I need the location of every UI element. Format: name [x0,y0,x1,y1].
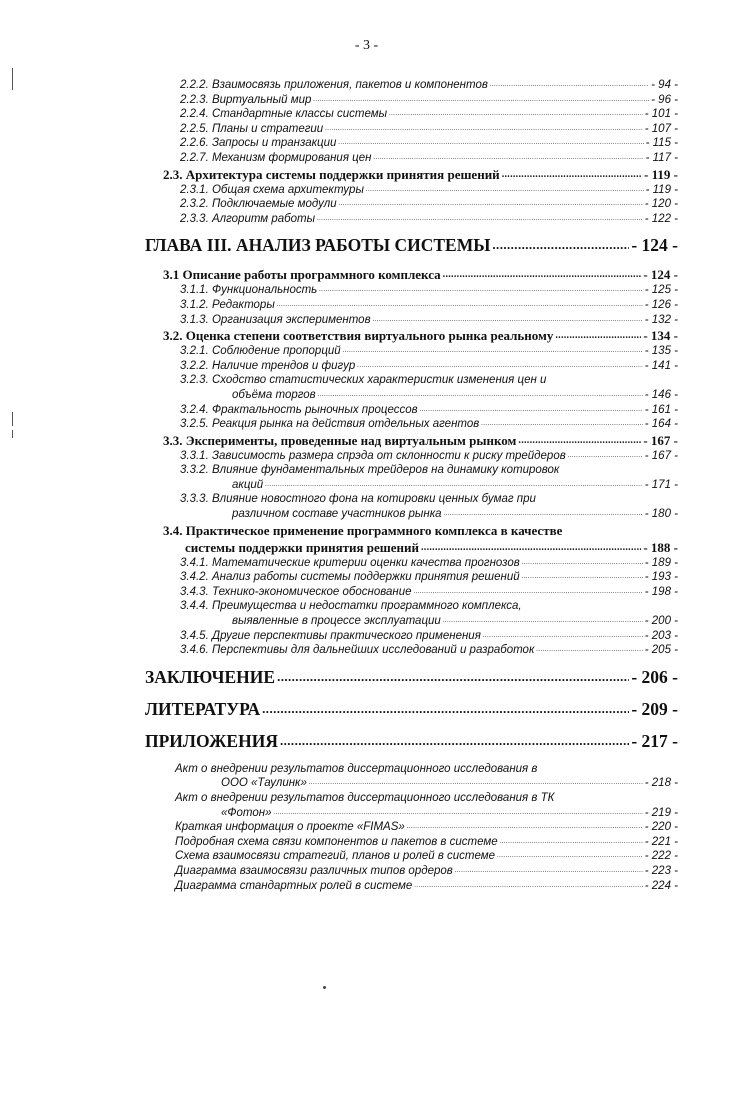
toc-entry-app [145,879,678,894]
toc-entry-page: - 222 - [644,850,678,863]
table-of-contents [145,78,678,893]
toc-entry-label: ЛИТЕРАТУРА [145,698,261,719]
toc-entry-page: - 218 - [644,777,678,790]
toc-entry-page: - 124 - [643,267,678,283]
toc-entry-page: - 205 - [644,644,678,657]
toc-entry-sub [145,197,678,212]
toc-entry-label: 3.1 Описание работы программного комплекса [163,267,441,283]
toc-entry-page: - 125 - [644,284,678,297]
toc-entry-label-continued: выявленные в процессе эксплуатации [232,615,441,628]
toc-entry-page: - 119 - [644,166,678,182]
toc-entry-page: - 217 - [631,730,678,751]
toc-entry-chap [145,698,678,720]
toc-entry-sec [145,432,678,449]
toc-entry-label: Подробная схема связи компонентов и пакетов в системе [175,835,498,848]
toc-entry-label-continued: «Фотон» [221,806,272,819]
toc-entry-sub [145,183,678,198]
toc-entry-page: - 219 - [644,806,678,819]
dot-leader [338,136,643,151]
toc-entry-multiline [145,599,678,628]
dot-leader [373,313,643,328]
dot-leader [373,151,643,166]
scan-mark [12,430,13,438]
toc-entry-sub [145,78,678,93]
toc-entry-page: - 107 - [644,122,678,135]
toc-entry-label: 3.4.4. Преимущества и недостатки программного комплекса, [180,600,522,613]
toc-entry-label: 3.1.1. Функциональность [180,284,318,297]
toc-entry-sub [145,344,678,359]
toc-entry-sub [145,403,678,418]
toc-entry-page: - 188 - [643,539,678,555]
toc-entry-sub [145,585,678,600]
toc-entry-label: Акт о внедрении результатов диссертационного исследования в ТК [175,792,555,804]
toc-entry-sub [145,556,678,571]
dot-leader [339,197,643,212]
toc-entry-page: - 161 - [644,403,678,416]
toc-entry-page: - 141 - [644,359,678,372]
toc-entry-sub [145,449,678,464]
toc-entry-chap [145,666,678,688]
dot-leader [497,849,643,864]
toc-entry-page: - 167 - [644,449,678,462]
dot-leader [568,449,643,464]
toc-entry-label: 3.2. Оценка степени соответствия виртуального рынка реальному [163,328,554,344]
dot-leader [366,183,644,198]
toc-entry-page: - 135 - [644,345,678,358]
toc-entry-label: 2.2.7. Механизм формирования цен [180,151,372,164]
toc-entry-label: 2.2.6. Запросы и транзакции [180,137,337,150]
dot-leader [522,570,643,585]
dot-leader [313,93,649,108]
toc-entry-app [145,864,678,879]
dot-leader [455,864,643,879]
toc-entry-label: 3.4.2. Анализ работы системы поддержки принятия решений [180,571,520,584]
dot-leader [343,344,643,359]
toc-entry-label-continued: акций [232,478,264,491]
toc-entry-app [145,820,678,835]
toc-entry-label: 2.2.5. Планы и стратегии [180,122,324,135]
dot-leader [274,806,643,821]
toc-entry-label: 3.1.2. Редакторы [180,298,275,311]
dot-leader [318,388,643,403]
toc-entry-sub [145,298,678,313]
dot-leader [443,266,642,283]
scan-dot [323,986,326,989]
toc-entry-sub [145,93,678,108]
dot-leader [483,629,643,644]
toc-entry-page: - 164 - [644,418,678,431]
dot-leader [280,730,629,752]
toc-entry-label: Краткая информация о проекте «FIMAS» [175,821,405,834]
toc-entry-sec [145,266,678,283]
toc-entry-page: - 120 - [644,198,678,211]
dot-leader [500,835,643,850]
dot-leader [414,879,642,894]
toc-entry-label: Диаграмма взаимосвязи различных типов ордеров [175,864,453,877]
toc-entry-sec [145,327,678,344]
dot-leader [319,283,643,298]
dot-leader [277,298,643,313]
toc-entry-label: 3.3.2. Влияние фундаментальных трейдеров на динамику котировок [180,464,560,477]
toc-entry-label: 3.2.2. Наличие трендов и фигур [180,359,356,372]
toc-entry-label: 3.4. Практическое применение программного комплекса в качестве [163,522,563,538]
dot-leader [555,327,641,344]
toc-entry-label-continued: объёма торгов [232,388,316,401]
toc-entry-label: 3.4.6. Перспективы для дальнейших исследований и разработок [180,644,535,657]
toc-entry-sub [145,359,678,374]
toc-entry-sub [145,417,678,432]
dot-leader [518,432,641,449]
toc-entry-label-continued: системы поддержки принятия решений [185,539,419,555]
toc-entry-page: - 220 - [644,821,678,834]
toc-entry-sub [145,643,678,658]
toc-entry-label: 2.3. Архитектура системы поддержки принятия решений [163,166,500,182]
toc-entry-page: - 96 - [651,93,678,106]
dot-leader [357,359,642,374]
dot-leader [325,122,643,137]
toc-entry-page: - 203 - [644,629,678,642]
dot-leader [414,585,643,600]
toc-entry-label: 3.4.1. Математические критерии оценки качества прогнозов [180,556,520,569]
toc-entry-page: - 223 - [644,864,678,877]
toc-entry-page: - 198 - [644,585,678,598]
toc-entry-multiline [145,492,678,521]
toc-entry-multiline [145,522,678,556]
toc-entry-label: ЗАКЛЮЧЕНИЕ [145,666,276,687]
toc-entry-label: 3.2.5. Реакция рынка на действия отдельных агентов [180,418,480,431]
toc-entry-sub [145,136,678,151]
toc-entry-app [145,835,678,850]
scan-mark [12,412,13,426]
toc-entry-page: - 119 - [645,183,678,196]
toc-entry-multiline [145,373,678,402]
toc-entry-label: 3.3.1. Зависимость размера спрэда от склонности к риску трейдеров [180,449,566,462]
dot-leader [492,234,629,256]
dot-leader [420,403,643,418]
toc-entry-page: - 122 - [644,212,678,225]
toc-entry-page: - 221 - [644,835,678,848]
toc-entry-label-continued: различном составе участников рынка [232,508,442,521]
toc-entry-sub [145,107,678,122]
toc-entry-page: - 209 - [631,698,678,719]
toc-entry-label: 3.3.3. Влияние новостного фона на котировки ценных бумаг при [180,493,536,506]
toc-entry-label: 3.2.4. Фрактальность рыночных процессов [180,403,418,416]
toc-entry-chap [145,730,678,752]
dot-leader [444,507,643,522]
toc-entry-sub [145,283,678,298]
dot-leader [407,820,643,835]
toc-entry-label: 2.3.1. Общая схема архитектуры [180,183,364,196]
toc-entry-multiline [145,762,678,791]
toc-entry-sub [145,122,678,137]
toc-entry-label: 3.4.5. Другие перспективы практического применения [180,629,481,642]
toc-entry-page: - 206 - [631,666,678,687]
toc-entry-page: - 146 - [644,388,678,401]
toc-entry-sub [145,629,678,644]
dot-leader [389,107,643,122]
toc-entry-sec [145,166,678,183]
toc-entry-sub [145,570,678,585]
toc-entry-page: - 224 - [644,879,678,892]
dot-leader [277,666,629,688]
toc-entry-page: - 189 - [644,556,678,569]
toc-entry-page: - 117 - [645,151,678,164]
toc-entry-label: Диаграмма стандартных ролей в системе [175,879,413,892]
toc-entry-label: 2.2.3. Виртуальный мир [180,93,312,106]
toc-entry-label: Схема взаимосвязи стратегий, планов и ролей в системе [175,850,496,863]
toc-entry-page: - 115 - [645,137,678,150]
toc-entry-label: ГЛАВА III. АНАЛИЗ РАБОТЫ СИСТЕМЫ [145,235,491,256]
scan-mark [12,68,13,90]
toc-entry-label: ПРИЛОЖЕНИЯ [145,730,278,751]
toc-entry-page: - 180 - [644,508,678,521]
toc-entry-label: 3.1.3. Организация экспериментов [180,313,371,326]
toc-entry-label: 3.2.3. Сходство статистических характеристик изменения цен и [180,374,547,387]
dot-leader [502,166,642,183]
toc-entry-label: 2.2.4. Стандартные классы системы [180,108,388,121]
toc-entry-label: 3.4.3. Технико-экономическое обоснование [180,585,412,598]
dot-leader [490,78,649,93]
toc-entry-sub [145,313,678,328]
dot-leader [317,212,643,227]
toc-entry-label-continued: ООО «Таулинк» [221,777,307,790]
toc-entry-page: - 171 - [644,478,678,491]
dot-leader [443,614,643,629]
toc-entry-page: - 94 - [651,79,678,91]
dot-leader [309,776,643,791]
dot-leader [522,556,643,571]
toc-entry-page: - 200 - [644,615,678,628]
dot-leader [421,539,641,556]
dot-leader [536,643,642,658]
toc-entry-app [145,849,678,864]
toc-entry-page: - 126 - [644,298,678,311]
toc-entry-chap [145,234,678,256]
toc-entry-label: 2.3.3. Алгоритм работы [180,212,316,225]
toc-entry-sub [145,212,678,227]
toc-entry-page: - 101 - [644,108,678,121]
toc-entry-label: 3.3. Эксперименты, проведенные над виртуальным рынком [163,432,517,448]
toc-entry-label: Акт о внедрении результатов диссертационного исследования в [175,762,538,775]
toc-entry-label: 3.2.1. Соблюдение пропорций [180,345,341,358]
toc-entry-page: - 167 - [643,432,678,448]
toc-entry-page: - 132 - [644,313,678,326]
page-number: - 3 - [354,38,379,53]
toc-entry-label: 2.2.2. Взаимосвязь приложения, пакетов и компонентов [180,79,488,91]
dot-leader [481,417,643,432]
toc-entry-page: - 134 - [643,328,678,344]
toc-entry-label: 2.3.2. Подключаемые модули [180,198,337,211]
dot-leader [262,698,629,720]
toc-entry-sub [145,151,678,166]
toc-entry-page: - 124 - [631,235,678,256]
toc-entry-multiline [145,463,678,492]
toc-entry-page: - 193 - [644,571,678,584]
toc-entry-multiline [145,791,678,820]
dot-leader [265,478,643,493]
